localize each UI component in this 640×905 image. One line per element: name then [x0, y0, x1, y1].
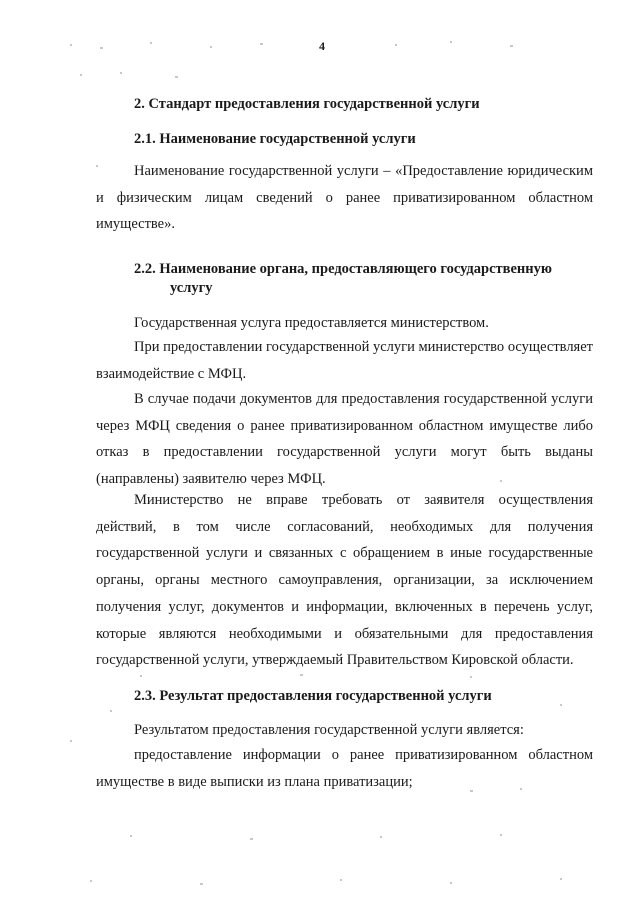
page-number: 4	[319, 39, 325, 53]
subsection-2-1-paragraph: Наименование государственной услуги – «Предоставление юридическим и физическим лицам сведений о ранее приватизированном областном имуществе».	[96, 163, 593, 233]
subsection-2-1-heading: 2.1. Наименование государственной услуги	[134, 131, 416, 147]
paragraph: Результатом предоставления государственной услуги является:	[134, 722, 524, 738]
paragraph: Министерство не вправе требовать от заявителя осуществления действий, в том числе согласований, необходимых для получения государственной услуги и связанных с обращением в иные государственные органы, органы местного самоуправления, организации, за исключением получения услуг, документов и информации, включенных в перечень услуг, которые являются необходимыми и обязательными для предоставления государственной услуги, утверждаемый Правительством Кировской области.	[96, 492, 593, 669]
paragraph: Государственная услуга предоставляется министерством.	[134, 315, 489, 331]
subsection-2-2-heading-line1: 2.2. Наименование органа, предоставляющего государственную	[134, 261, 552, 277]
subsection-2-3-heading: 2.3. Результат предоставления государственной услуги	[134, 688, 492, 704]
paragraph: При предоставлении государственной услуги министерство осуществляет взаимодействие с МФЦ.	[96, 339, 593, 382]
section-heading: 2. Стандарт предоставления государственной услуги	[134, 96, 480, 112]
subsection-2-2-heading-line2: услугу	[170, 280, 213, 296]
paragraph: предоставление информации о ранее приватизированном областном имуществе в виде выписки из плана приватизации;	[96, 747, 593, 790]
paragraph: В случае подачи документов для предоставления государственной услуги через МФЦ сведения о ранее приватизированном областном имуществе либо отказ в предоставлении государственной услуги могут быть выданы (направлены) заявителю через МФЦ.	[96, 391, 593, 488]
subsection-2-2-heading	[134, 260, 593, 298]
